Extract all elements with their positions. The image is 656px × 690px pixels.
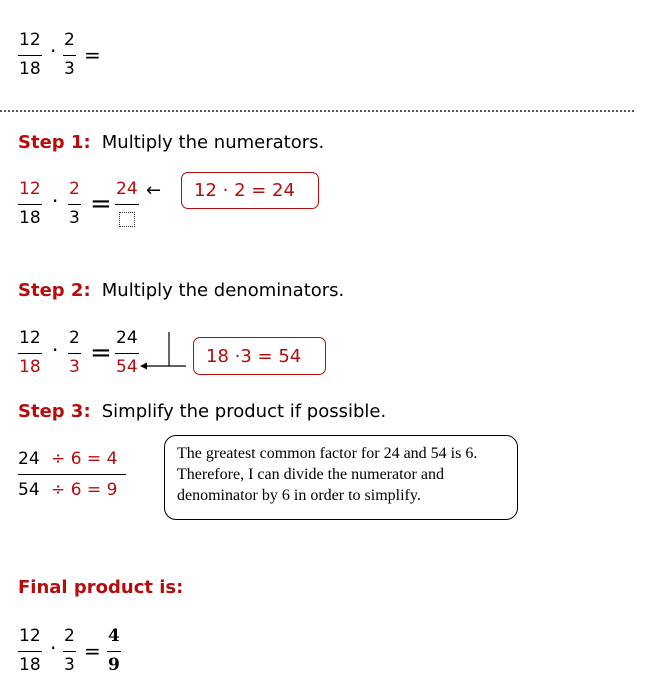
denominator: 3 bbox=[69, 208, 80, 228]
step3-text: Simplify the product if possible. bbox=[101, 401, 387, 422]
numerator: 2 bbox=[69, 328, 80, 348]
step3-heading bbox=[18, 401, 386, 422]
fraction-2-3 bbox=[63, 30, 76, 79]
step2-result-fraction bbox=[115, 328, 139, 377]
equals-sign: = bbox=[84, 43, 101, 67]
fraction-bar bbox=[68, 204, 81, 205]
denominator: 3 bbox=[64, 655, 75, 675]
step1-text: Multiply the numerators. bbox=[101, 132, 325, 153]
step1-fraction-2-3 bbox=[68, 179, 81, 228]
section-divider bbox=[0, 110, 634, 112]
step2-text: Multiply the denominators. bbox=[101, 280, 345, 301]
fraction-bar bbox=[18, 474, 126, 475]
step2-fraction-2-3 bbox=[68, 328, 81, 377]
gcf-explanation-note: The greatest common factor for 24 and 54 is 6. Therefore, I can divide the numerator and denominator by 6 in order to simplify. bbox=[164, 435, 518, 520]
numerator: 12 bbox=[19, 328, 41, 348]
denominator: 54 bbox=[18, 480, 40, 500]
numerator-division: ÷ 6 = 4 bbox=[51, 449, 118, 469]
step1-callout bbox=[181, 172, 319, 209]
equals-sign: = bbox=[90, 189, 112, 219]
multiply-dot: · bbox=[50, 39, 57, 63]
left-arrow-icon: ← bbox=[146, 180, 162, 201]
denominator: 9 bbox=[108, 655, 120, 675]
fraction-bar bbox=[63, 55, 76, 56]
multiply-dot: · bbox=[50, 636, 57, 660]
final-fraction-2-3 bbox=[63, 626, 76, 675]
fraction-bar bbox=[115, 204, 139, 205]
step2-fraction-12-18 bbox=[18, 328, 42, 377]
step2-heading bbox=[18, 280, 344, 301]
step2-callout-text: 18 ·3 = 54 bbox=[206, 345, 302, 367]
fraction-bar bbox=[107, 651, 121, 652]
fraction-12-18 bbox=[18, 30, 42, 79]
step3-label: Step 3: bbox=[18, 401, 91, 422]
step1-result-fraction bbox=[115, 179, 139, 232]
fraction-bar bbox=[18, 55, 42, 56]
numerator: 24 bbox=[116, 179, 138, 199]
step2-label: Step 2: bbox=[18, 280, 91, 301]
denominator: 18 bbox=[19, 59, 41, 79]
numerator: 24 bbox=[18, 449, 40, 469]
step3-simplify-fraction bbox=[18, 448, 126, 501]
fraction-bar bbox=[68, 353, 81, 354]
step1-heading bbox=[18, 132, 324, 153]
denominator: 18 bbox=[19, 357, 41, 377]
fraction-bar bbox=[18, 353, 42, 354]
step1-callout-text: 12 · 2 = 24 bbox=[194, 180, 295, 201]
final-result-fraction bbox=[107, 626, 121, 675]
denominator-division: ÷ 6 = 9 bbox=[51, 480, 118, 500]
numerator: 2 bbox=[64, 30, 75, 50]
denominator: 18 bbox=[19, 208, 41, 228]
multiply-dot: · bbox=[52, 338, 59, 362]
fraction-bar bbox=[63, 651, 76, 652]
step1-label: Step 1: bbox=[18, 132, 91, 153]
numerator: 12 bbox=[19, 179, 41, 199]
denominator: 3 bbox=[69, 357, 80, 377]
multiply-dot: · bbox=[52, 189, 59, 213]
numerator: 12 bbox=[19, 626, 41, 646]
final-heading: Final product is: bbox=[18, 577, 184, 598]
numerator: 24 bbox=[116, 328, 138, 348]
bent-arrow-icon bbox=[138, 330, 188, 375]
fraction-bar bbox=[18, 651, 42, 652]
denominator: 18 bbox=[19, 655, 41, 675]
equals-sign: = bbox=[84, 639, 101, 663]
denominator: 54 bbox=[116, 357, 138, 377]
step2-callout bbox=[193, 337, 326, 375]
denominator-placeholder bbox=[118, 208, 136, 232]
denominator: 3 bbox=[64, 59, 75, 79]
numerator: 2 bbox=[64, 626, 75, 646]
fraction-bar bbox=[115, 353, 139, 354]
equals-sign: = bbox=[90, 338, 112, 368]
fraction-bar bbox=[18, 204, 42, 205]
numerator: 4 bbox=[108, 626, 120, 646]
step1-fraction-12-18 bbox=[18, 179, 42, 228]
final-fraction-12-18 bbox=[18, 626, 42, 675]
numerator: 12 bbox=[19, 30, 41, 50]
numerator: 2 bbox=[69, 179, 80, 199]
